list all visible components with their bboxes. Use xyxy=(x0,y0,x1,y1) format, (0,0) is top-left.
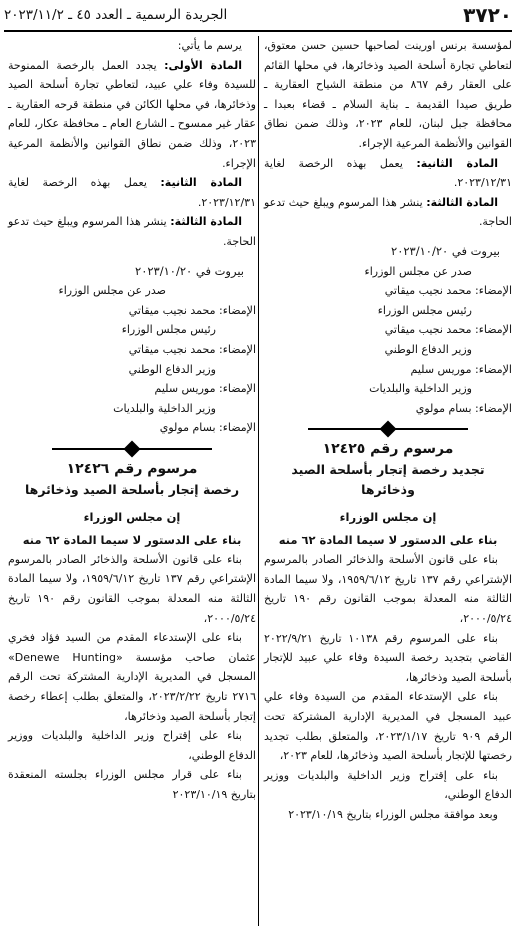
signature-line: وزير الداخلية والبلديات xyxy=(369,382,472,396)
section-separator xyxy=(264,422,512,436)
recital: بناء على قانون الأسلحة والذخائر الصادر بالمرسوم الإشتراعي رقم ١٣٧ تاريخ ١٩٥٩/٦/١٢، ولا سيما المادة الثالثة منه المعدلة بموجب القانون رقم ١٩٠ تاريخ ٢٠٠٠/٥/٢٤، xyxy=(264,553,513,626)
decree-title: مرسوم رقم ١٢٤٢٦ xyxy=(66,460,198,477)
decree-title: مرسوم رقم ١٢٤٢٥ xyxy=(322,441,454,458)
article-label: المادة الثالثة: xyxy=(170,215,242,229)
recital: بناء على إقتراح وزير الداخلية والبلديات ووزير الدفاع الوطني، xyxy=(264,768,512,802)
issuer-line: إن مجلس الوزراء xyxy=(339,510,437,525)
article-2 xyxy=(264,154,512,193)
issue-date: بيروت في ٢٠٢٣/١٠/٢٠ xyxy=(391,243,500,258)
signature-line: الإمضاء: محمد نجيب ميقاتي xyxy=(128,342,256,356)
section-separator xyxy=(8,442,256,456)
issuer-line: إن مجلس الوزراء xyxy=(83,509,181,524)
signature-line: الإمضاء: محمد نجيب ميقاتي xyxy=(384,323,512,337)
legal-basis: بناء على الدستور لا سيما المادة ٦٢ منه xyxy=(278,533,498,548)
article-label: المادة الثانية: xyxy=(160,176,242,190)
issue-date: بيروت في ٢٠٢٣/١٠/٢٠ xyxy=(135,263,244,278)
column-divider xyxy=(258,36,259,926)
article-label: المادة الأولى: xyxy=(164,58,242,72)
article-text: ينشر هذا المرسوم ويبلغ حيث تدعو الحاجة. xyxy=(8,215,256,248)
signature-line: وزير الداخلية والبلديات xyxy=(113,401,216,415)
article-text: ينشر هذا المرسوم ويبلغ حيث تدعو الحاجة. xyxy=(264,195,512,229)
article-text: يعمل بهذه الرخصة لغاية ٢٠٢٣/١٢/٣١. xyxy=(8,176,256,209)
article-2 xyxy=(8,173,256,212)
legal-basis: بناء على الدستور لا سيما المادة ٦٢ منه xyxy=(22,532,242,547)
article-text: يجدد العمل بالرخصة الممنوحة للسيدة وفاء علي عبيد، لتعاطي تجارة أسلحة الصيد وذخائرها، في محلها الكائن في منطقة قرحه العقارية ـ عقار غير ممسوح ـ الشارع العام ـ محافظة عكار، للعام ٢٠٢٣، وذلك ضمن نطاق القوانين والأنظمة المرعية الإجراء. xyxy=(8,58,256,170)
decree-subtitle: تجديد رخصة إتجار بأسلحة الصيد وذخائرها xyxy=(291,462,485,498)
recital: بناء على المرسوم رقم ١٠١٣٨ تاريخ ٢٠٢٢/٩/٢١ القاضي بتجديد رخصة السيدة وفاء علي عبيد للإتجار بأسلحة الصيد وذخائرها، xyxy=(264,631,512,684)
signature-line: الإمضاء: محمد نجيب ميقاتي xyxy=(128,303,256,317)
page-number: ٣٧٢٠ xyxy=(463,3,512,27)
signature-line: الإمضاء: موريس سليم xyxy=(410,362,512,376)
signature-line: الإمضاء: موريس سليم xyxy=(154,382,256,396)
signature-line: رئيس مجلس الوزراء xyxy=(377,303,472,317)
recital: بناء على الإستدعاء المقدم من السيدة وفاء علي عبيد المسجل في المديرية الإدارية المشتركة تحت الرقم ٩٠٩ تاريخ ٢٠٢٣/١/١٧، والمتعلق بطلب تجديد رخصتها للإتجار بأسلحة الصيد وذخائرها، للعام ٢٠٢٣، xyxy=(264,690,512,763)
page-header xyxy=(4,2,512,32)
right-column xyxy=(264,36,512,825)
left-column xyxy=(8,36,256,805)
signature-line: الإمضاء: بسام مولوي xyxy=(415,401,512,415)
signature-line: رئيس مجلس الوزراء xyxy=(121,323,216,337)
recital: بناء على إقتراح وزير الداخلية والبلديات ووزير الدفاع الوطني، xyxy=(8,729,256,762)
signature-line: وزير الدفاع الوطني xyxy=(384,342,472,356)
decree-continuation-text: لمؤسسة برنس اورينت لصاحبها حسين حسن معتوق، لتعاطي تجارة أسلحة الصيد وذخائرها، في محلها القائم على العقار رقم ٨٦٧ من منطقة الشياح العقارية ـ طريق صيدا القديمة ـ بناية السلام ـ قضاء بعبدا ـ محافظة جبل لبنان، للعام ٢٠٢٣، وذلك ضمن نطاق القوانين والأنظمة المرعية الإجراء. xyxy=(264,39,512,150)
signature-line: صدر عن مجلس الوزراء xyxy=(364,264,472,278)
signature-line: الإمضاء: بسام مولوي xyxy=(159,421,256,435)
article-1 xyxy=(8,56,256,174)
signature-line: الإمضاء: محمد نجيب ميقاتي xyxy=(384,284,512,298)
recital: بناء على الإستدعاء المقدم من السيد فؤاد فخري عثمان صاحب مؤسسة «Denewe Hunting» المسجل في المديرية الإدارية المشتركة تحت الرقم ٢٧١٦ تاريخ ٢٠٢٣/٢/٢٢، والمتعلق بطلب إعطاء رخصة إتجار بأسلحة الصيد وذخائرها، xyxy=(8,631,257,723)
signature-line: وزير الدفاع الوطني xyxy=(128,362,216,376)
header-rule xyxy=(4,30,512,32)
article-text: يعمل بهذه الرخصة لغاية ٢٠٢٣/١٢/٣١. xyxy=(264,156,512,190)
decree-intro: يرسم ما يأتي: xyxy=(177,39,242,52)
recital: بناء على قرار مجلس الوزراء بجلسته المنعقدة بتاريخ ٢٠٢٣/١٠/١٩ xyxy=(8,768,256,801)
signature-line: صدر عن مجلس الوزراء xyxy=(58,284,166,298)
journal-issue-info: الجريدة الرسمية ـ العدد ٤٥ ـ ٢٠٢٣/١١/٢ xyxy=(4,7,228,23)
decree-subtitle: رخصة إتجار بأسلحة الصيد وذخائرها xyxy=(24,481,240,497)
article-3 xyxy=(264,193,512,232)
recital: وبعد موافقة مجلس الوزراء بتاريخ ٢٠٢٣/١٠/١٩ xyxy=(288,808,498,821)
article-3 xyxy=(8,212,256,251)
article-label: المادة الثانية: xyxy=(416,156,498,170)
article-label: المادة الثالثة: xyxy=(426,195,498,209)
recital: بناء على قانون الأسلحة والذخائر الصادر بالمرسوم الإشتراعي رقم ١٣٧ تاريخ ١٩٥٩/٦/١٢، ولا سيما المادة الثالثة منه المعدلة بموجب القانون رقم ١٩٠ تاريخ ٢٠٠٠/٥/٢٤، xyxy=(8,552,257,625)
